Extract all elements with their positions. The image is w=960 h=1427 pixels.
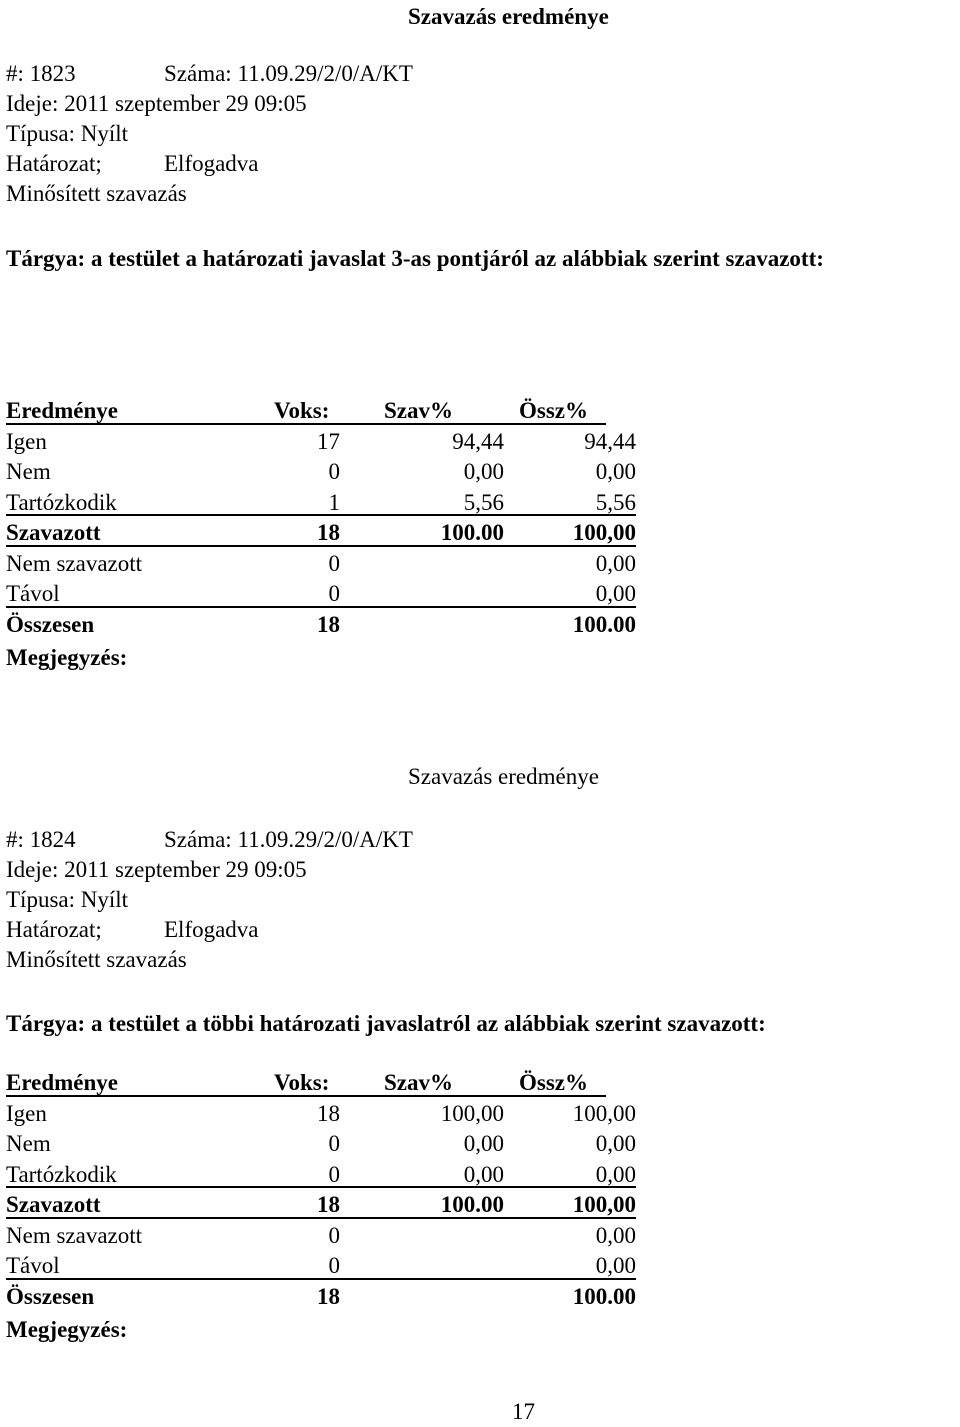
- row-total-percent: 0,00: [595, 550, 636, 576]
- table-row: [6, 549, 636, 580]
- type-line: Típusa: Nyílt: [6, 887, 129, 912]
- subject-line: Tárgya: a testület a határozati javaslat 3-as pontjáról az alábbiak szerint szavazott:: [6, 246, 824, 271]
- record-id: #: 1823: [6, 61, 76, 86]
- decision-line: [6, 149, 606, 179]
- row-total-percent: 0,00: [595, 459, 636, 484]
- row-vote-percent: 100,00: [440, 1100, 504, 1126]
- row-vote-percent: 0,00: [463, 1161, 504, 1187]
- record-id: #: 1824: [6, 827, 76, 852]
- table-row: [6, 579, 636, 610]
- row-total-percent: 100,00: [572, 1100, 636, 1126]
- remark-label: Megjegyzés:: [6, 1317, 128, 1342]
- result-table: [6, 396, 636, 640]
- meta-block: [6, 59, 606, 209]
- remark-label: Megjegyzés:: [6, 645, 128, 670]
- row-total-percent: 5,56: [595, 489, 636, 515]
- row-votes: 18: [317, 1192, 340, 1217]
- type-line: Típusa: Nyílt: [6, 121, 129, 146]
- row-total-percent: 100.00: [572, 1283, 636, 1309]
- row-label: Nem: [6, 1131, 51, 1156]
- header-votes: Voks:: [274, 1070, 330, 1095]
- table-row: [6, 1251, 636, 1282]
- table-row: [6, 518, 636, 549]
- table-row: [6, 427, 636, 458]
- decision-line: [6, 915, 606, 945]
- id-number-line: [6, 825, 606, 855]
- row-total-percent: 0,00: [595, 1131, 636, 1156]
- row-vote-percent: 0,00: [463, 1131, 504, 1156]
- row-label: Összesen: [6, 611, 95, 637]
- qualified-line: Minősített szavazás: [6, 947, 187, 972]
- row-vote-percent: 100.00: [440, 520, 504, 545]
- row-label: Nem szavazott: [6, 1222, 143, 1248]
- row-votes: 1: [328, 489, 340, 515]
- record-number: Száma: 11.09.29/2/0/A/KT: [164, 61, 413, 86]
- row-votes: 0: [328, 459, 340, 484]
- row-total-percent: 100,00: [572, 1192, 636, 1217]
- result-table: [6, 1068, 636, 1312]
- header-votes: Voks:: [274, 398, 330, 423]
- row-votes: 17: [317, 428, 340, 454]
- row-votes: 18: [317, 611, 340, 637]
- qualified-line: Minősített szavazás: [6, 181, 187, 206]
- decision-label: Határozat;: [6, 151, 102, 176]
- row-label: Igen: [6, 1100, 47, 1126]
- row-total-percent: 0,00: [595, 1161, 636, 1187]
- row-total-percent: 100.00: [572, 611, 636, 637]
- id-number-line: [6, 59, 606, 89]
- decision-value: Elfogadva: [164, 151, 259, 176]
- row-votes: 0: [328, 581, 340, 606]
- row-total-percent: 94,44: [584, 428, 636, 454]
- header-total-percent: Össz%: [519, 398, 588, 423]
- table-row: [6, 1190, 636, 1221]
- row-total-percent: 0,00: [595, 1222, 636, 1248]
- row-label: Összesen: [6, 1283, 95, 1309]
- header-vote-percent: Szav%: [384, 398, 453, 423]
- row-label: Tartózkodik: [6, 489, 117, 515]
- header-vote-percent: Szav%: [384, 1070, 453, 1095]
- row-vote-percent: 94,44: [452, 428, 504, 454]
- table-row: [6, 457, 636, 488]
- row-vote-percent: 100.00: [440, 1192, 504, 1217]
- page-number: 17: [512, 1399, 535, 1424]
- time-line: Ideje: 2011 szeptember 29 09:05: [6, 857, 307, 882]
- row-votes: 18: [317, 1283, 340, 1309]
- section-title: Szavazás eredménye: [408, 764, 599, 789]
- row-votes: 18: [317, 1100, 340, 1126]
- table-header: [6, 396, 636, 427]
- table-row: [6, 1160, 636, 1191]
- row-vote-percent: 5,56: [463, 489, 504, 515]
- row-votes: 0: [328, 1161, 340, 1187]
- table-row: [6, 1129, 636, 1160]
- table-row: [6, 1099, 636, 1130]
- row-votes: 18: [317, 520, 340, 545]
- meta-block: [6, 825, 606, 975]
- row-label: Szavazott: [6, 1192, 101, 1217]
- row-label: Nem szavazott: [6, 550, 143, 576]
- decision-value: Elfogadva: [164, 917, 259, 942]
- decision-label: Határozat;: [6, 917, 102, 942]
- table-header: [6, 1068, 636, 1099]
- row-total-percent: 0,00: [595, 581, 636, 606]
- row-votes: 0: [328, 1131, 340, 1156]
- row-total-percent: 100,00: [572, 520, 636, 545]
- row-label: Nem: [6, 459, 51, 484]
- time-line: Ideje: 2011 szeptember 29 09:05: [6, 91, 307, 116]
- header-result: Eredménye: [6, 398, 119, 423]
- table-row: [6, 610, 636, 641]
- row-label: Igen: [6, 428, 47, 454]
- section-title: Szavazás eredménye: [408, 4, 609, 29]
- row-label: Távol: [6, 581, 60, 606]
- row-label: Távol: [6, 1253, 60, 1278]
- header-total-percent: Össz%: [519, 1070, 588, 1095]
- record-number: Száma: 11.09.29/2/0/A/KT: [164, 827, 413, 852]
- row-label: Tartózkodik: [6, 1161, 117, 1187]
- row-votes: 0: [328, 1253, 340, 1278]
- table-row: [6, 488, 636, 519]
- row-votes: 0: [328, 1222, 340, 1248]
- row-total-percent: 0,00: [595, 1253, 636, 1278]
- row-label: Szavazott: [6, 520, 101, 545]
- table-row: [6, 1282, 636, 1313]
- row-vote-percent: 0,00: [463, 459, 504, 484]
- subject-line: Tárgya: a testület a többi határozati javaslatról az alábbiak szerint szavazott:: [6, 1011, 766, 1036]
- table-row: [6, 1221, 636, 1252]
- header-result: Eredménye: [6, 1070, 119, 1095]
- row-votes: 0: [328, 550, 340, 576]
